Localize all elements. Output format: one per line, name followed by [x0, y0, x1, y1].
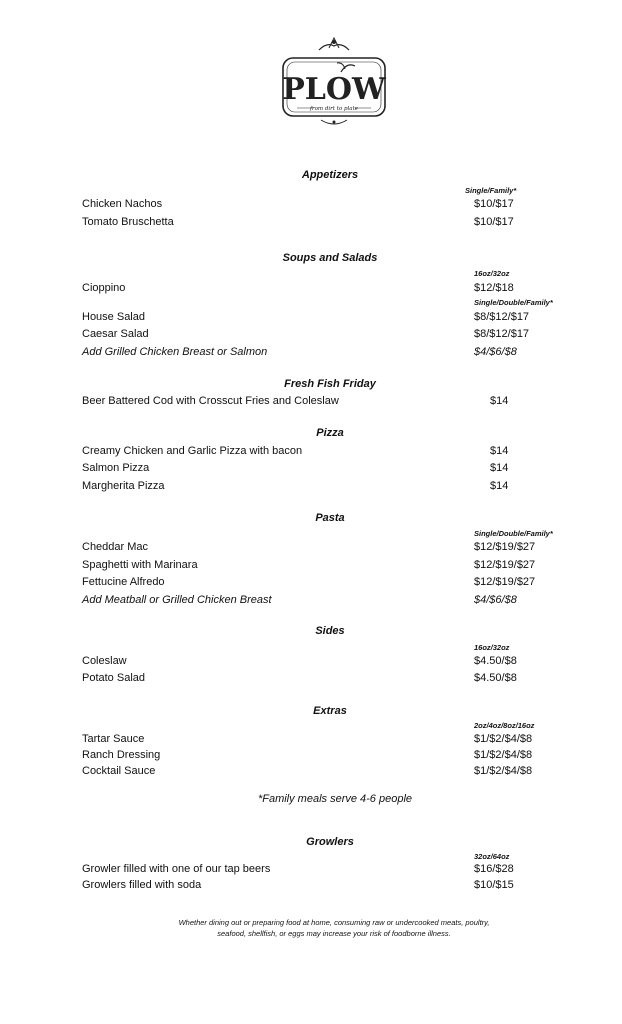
price-growler-soda: $10/$15	[474, 879, 514, 891]
price-tomato-bruschetta: $10/$17	[474, 216, 514, 228]
price-tartar-sauce: $1/$2/$4/$8	[474, 733, 533, 745]
price-add-chicken-salmon: $4/$6/$8	[474, 346, 517, 358]
menu-item-chicken-nachos: Chicken Nachos	[82, 198, 163, 210]
section-title-pasta: Pasta	[315, 512, 345, 524]
price-add-meatball: $4/$6/$8	[474, 594, 517, 606]
section-title-soups-salads: Soups and Salads	[282, 252, 378, 264]
menu-item-cheddar-mac: Cheddar Mac	[82, 541, 149, 553]
price-creamy-chicken-pizza: $14	[490, 445, 509, 457]
disclaimer-line-2: seafood, shellfish, or eggs may increase your risk of foodborne illness.	[217, 929, 451, 938]
size-header-growlers: 32oz/64oz	[474, 852, 510, 861]
section-title-pizza: Pizza	[316, 427, 344, 439]
price-beer-battered-cod: $14	[490, 395, 509, 407]
price-chicken-nachos: $10/$17	[474, 198, 514, 210]
size-header-appetizers: Single/Family*	[465, 186, 517, 195]
section-title-extras: Extras	[313, 705, 347, 717]
size-header-pasta: Single/Double/Family*	[474, 529, 553, 538]
price-growler-beer: $16/$28	[474, 863, 514, 875]
menu-item-creamy-chicken-pizza: Creamy Chicken and Garlic Pizza with bacon	[82, 445, 303, 457]
menu-item-caesar-salad: Caesar Salad	[82, 328, 149, 340]
price-ranch-dressing: $1/$2/$4/$8	[474, 749, 533, 761]
menu-item-spaghetti: Spaghetti with Marinara	[82, 559, 198, 571]
price-margherita-pizza: $14	[490, 480, 509, 492]
size-header-sides: 16oz/32oz	[474, 643, 510, 652]
price-cioppino: $12/$18	[474, 282, 514, 294]
section-title-growlers: Growlers	[306, 836, 354, 848]
section-title-fish-friday: Fresh Fish Friday	[284, 378, 376, 390]
price-cocktail-sauce: $1/$2/$4/$8	[474, 765, 533, 777]
price-potato-salad: $4.50/$8	[474, 672, 517, 684]
menu-item-potato-salad: Potato Salad	[82, 672, 145, 684]
price-coleslaw: $4.50/$8	[474, 655, 517, 667]
menu-item-coleslaw: Coleslaw	[82, 655, 127, 667]
menu-item-add-meatball: Add Meatball or Grilled Chicken Breast	[82, 594, 272, 606]
logo-tagline: from dirt to plate	[309, 106, 359, 112]
food-safety-disclaimer	[120, 917, 548, 939]
size-header-soups: 16oz/32oz	[474, 269, 510, 278]
menu-item-growler-beer: Growler filled with one of our tap beers	[82, 863, 271, 875]
section-title-appetizers: Appetizers	[301, 169, 359, 181]
family-meals-note: *Family meals serve 4-6 people	[257, 793, 413, 805]
menu-item-tomato-bruschetta: Tomato Bruschetta	[82, 216, 174, 228]
price-house-salad: $8/$12/$17	[474, 311, 530, 323]
menu-item-beer-battered-cod: Beer Battered Cod with Crosscut Fries and Coleslaw	[82, 395, 339, 407]
plow-logo	[279, 36, 389, 126]
menu-item-tartar-sauce: Tartar Sauce	[82, 733, 145, 745]
logo-word: PLOW	[282, 72, 386, 107]
menu-item-growler-soda: Growlers filled with soda	[82, 879, 202, 891]
disclaimer-line-1: Whether dining out or preparing food at home, consuming raw or undercooked meats, poultry,	[178, 918, 490, 927]
price-caesar-salad: $8/$12/$17	[474, 328, 530, 340]
size-header-salads: Single/Double/Family*	[474, 298, 553, 307]
menu-item-fettucine: Fettucine Alfredo	[82, 576, 165, 588]
menu-item-cioppino: Cioppino	[82, 282, 126, 294]
price-fettucine: $12/$19/$27	[474, 576, 536, 588]
section-title-sides: Sides	[315, 625, 345, 637]
price-spaghetti: $12/$19/$27	[474, 559, 536, 571]
size-header-extras: 2oz/4oz/8oz/16oz	[474, 721, 535, 730]
menu-item-ranch-dressing: Ranch Dressing	[82, 749, 161, 761]
menu-item-add-chicken-salmon: Add Grilled Chicken Breast or Salmon	[82, 346, 268, 358]
menu-item-cocktail-sauce: Cocktail Sauce	[82, 765, 156, 777]
price-cheddar-mac: $12/$19/$27	[474, 541, 536, 553]
menu-item-salmon-pizza: Salmon Pizza	[82, 462, 150, 474]
price-salmon-pizza: $14	[490, 462, 509, 474]
menu-item-margherita-pizza: Margherita Pizza	[82, 480, 165, 492]
menu-item-house-salad: House Salad	[82, 311, 145, 323]
